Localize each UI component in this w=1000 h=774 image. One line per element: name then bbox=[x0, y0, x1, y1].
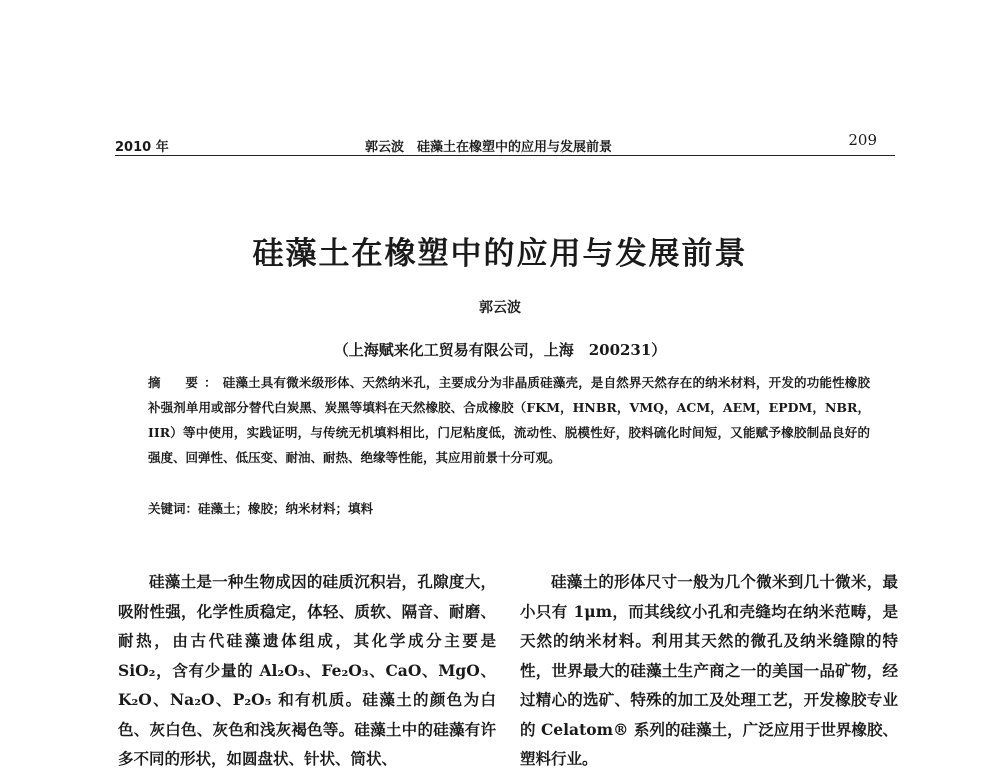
body-column-right bbox=[520, 567, 898, 774]
abstract bbox=[148, 370, 870, 470]
article-title: 硅藻土在橡塑中的应用与发展前景 bbox=[252, 236, 748, 272]
body-paragraph: 硅藻土是一种生物成因的硅质沉积岩，孔隙度大，吸附性强，化学性质稳定，体轻、质软、隔音、耐磨、耐热，由古代硅藻遗体组成，其化学成分主要是 SiO₂，含有少量的 Al₂O₃、Fe₂O₃、CaO、MgO、K₂O、Na₂O、P₂O₅ 和有机质。硅藻土的颜色为白色、灰白色、灰色和浅灰褐色等。硅藻土中的硅藻有许多不同的形状，如圆盘状、针状、筒状、 bbox=[118, 572, 496, 768]
keywords bbox=[148, 496, 870, 521]
header-running-title: 郭云波 硅藻土在橡塑中的应用与发展前景 bbox=[365, 140, 613, 155]
page-number: 209 bbox=[848, 131, 877, 149]
header-rule bbox=[115, 155, 895, 156]
running-header bbox=[115, 130, 885, 155]
body-column-left bbox=[118, 567, 496, 774]
keywords-text: 硅藻土；橡胶；纳米材料；填料 bbox=[198, 501, 374, 516]
abstract-text: 硅藻土具有微米级形体、天然纳米孔，主要成分为非晶质硅藻壳，是自然界天然存在的纳米材料，开发的功能性橡胶补强剂单用或部分替代白炭黑、炭黑等填料在天然橡胶、合成橡胶（FKM，HNBR，VMQ，ACM，AEM，EPDM，NBR，IIR）等中使用，实践证明，与传统无机填料相比，门尼粘度低，流动性、脱模性好，胶料硫化时间短，又能赋予橡胶制品良好的强度、回弹性、低压变、耐油、耐热、绝缘等性能，其应用前景十分可观。 bbox=[148, 375, 870, 465]
article-author: 郭云波 bbox=[479, 300, 521, 316]
header-year: 2010 年 bbox=[115, 140, 169, 155]
abstract-label: 摘 要： bbox=[148, 375, 223, 390]
author-affiliation: （上海赋来化工贸易有限公司，上海 200231） bbox=[333, 341, 667, 359]
keywords-label: 关键词： bbox=[148, 501, 199, 516]
body-paragraph: 硅藻土的形体尺寸一般为几个微米到几十微米，最小只有 1μm，而其线纹小孔和壳缝均在纳米范畴，是天然的纳米材料。利用其天然的微孔及纳米缝隙的特性，世界最大的硅藻土生产商之一的美国一品矿物，经过精心的选矿、特殊的加工及处理工艺，开发橡胶专业的 Celatom® 系列的硅藻土，广泛应用于世界橡胶、塑料行业。 bbox=[520, 572, 898, 768]
